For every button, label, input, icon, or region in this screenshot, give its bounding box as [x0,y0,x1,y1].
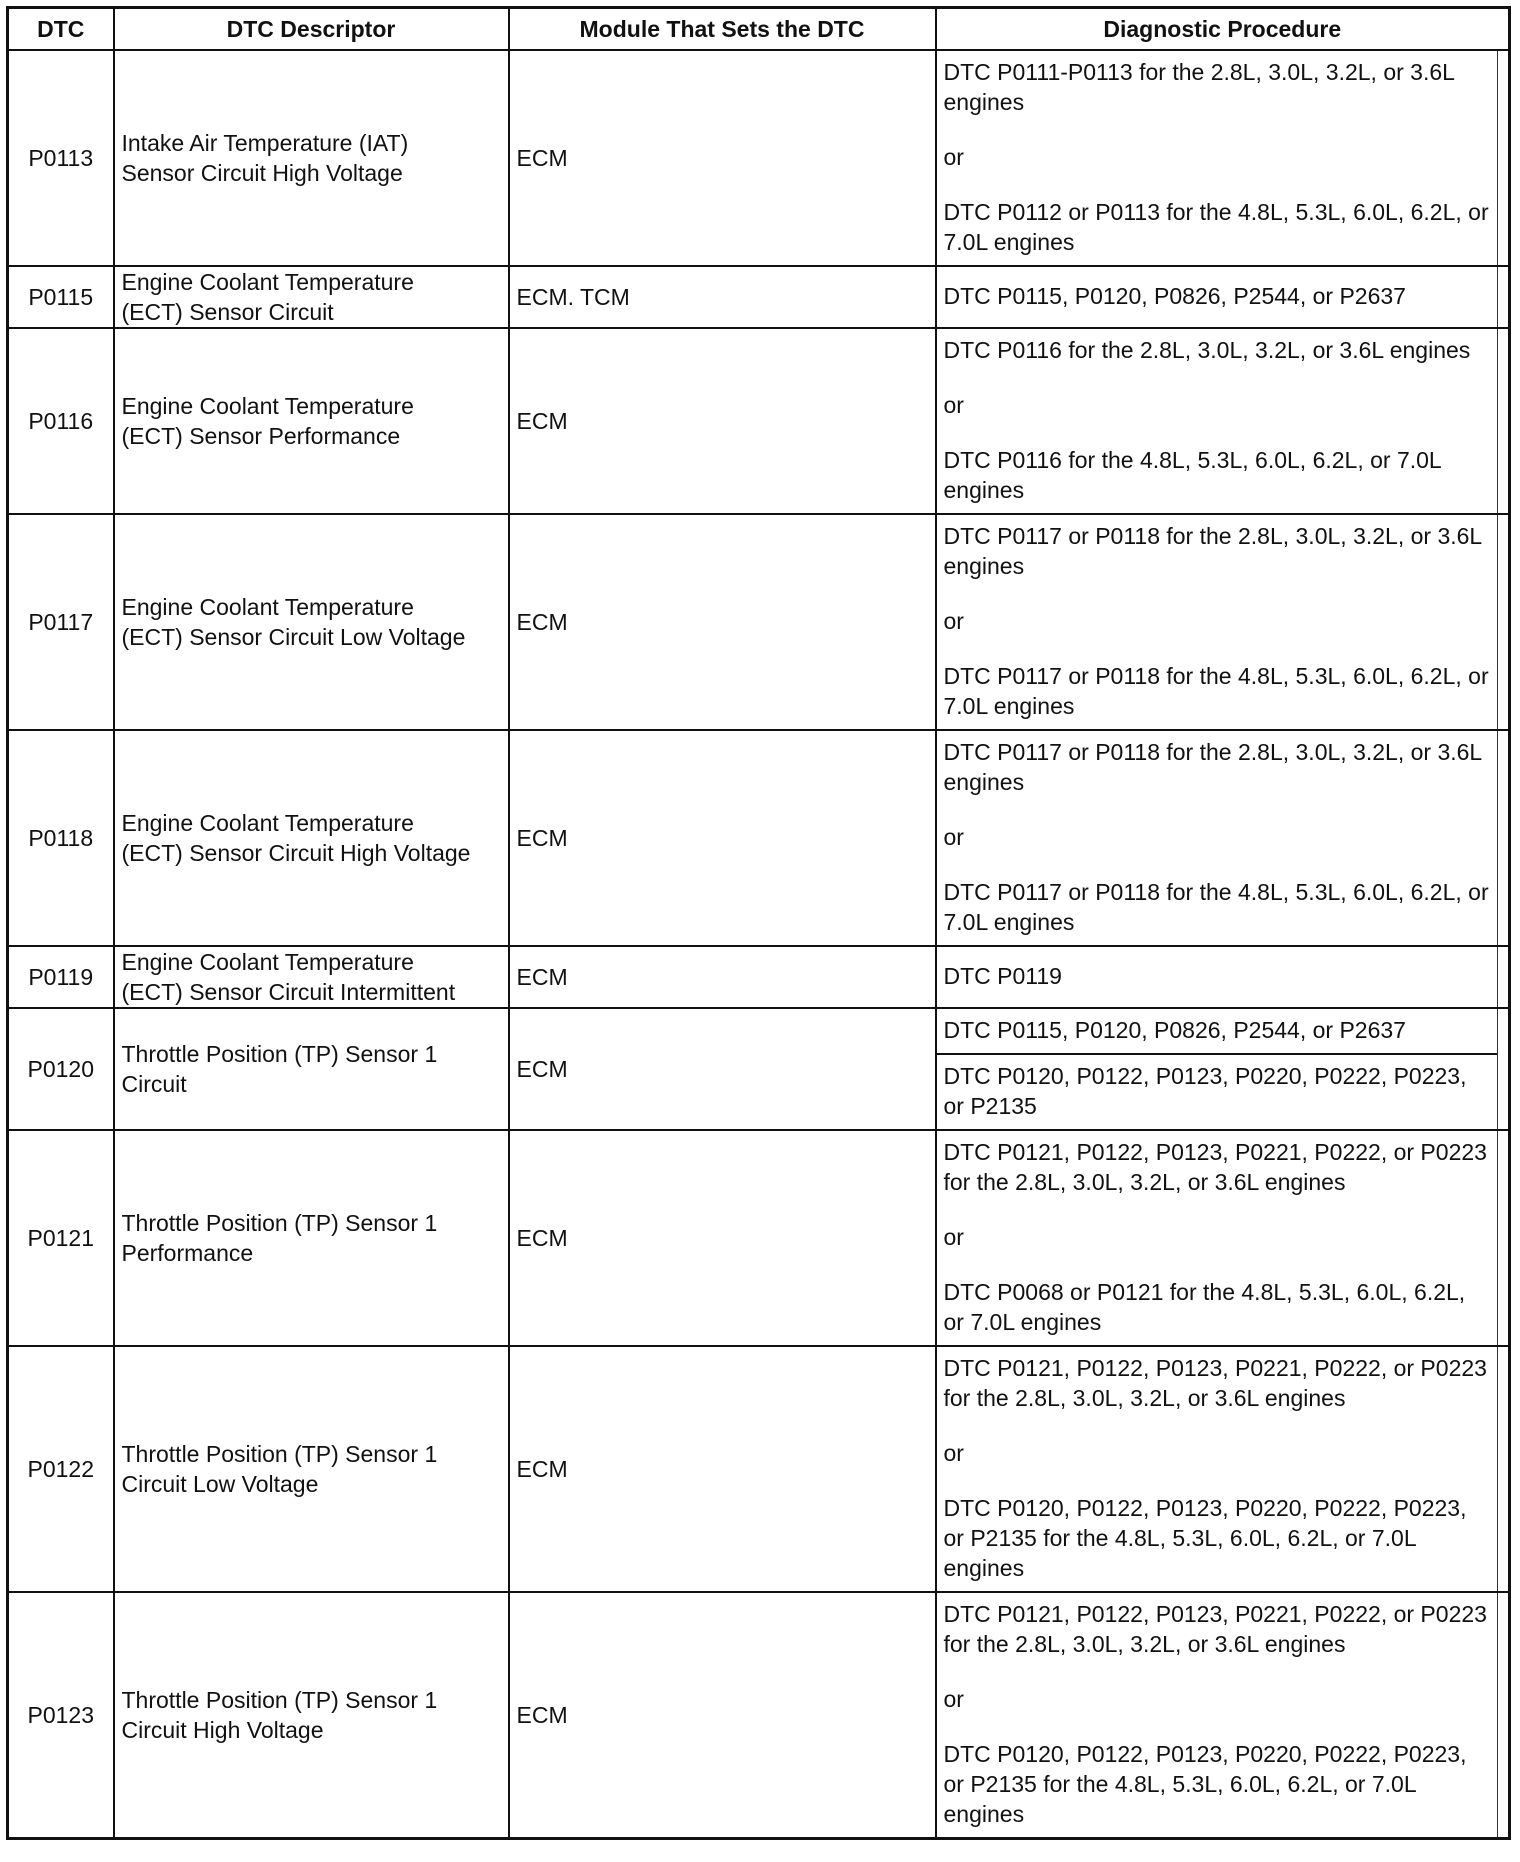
descriptor-line: Throttle Position (TP) Sensor 1 [121,1041,438,1067]
descriptor-line: (ECT) Sensor Circuit Intermittent [121,979,456,1005]
procedure-line: DTC P0116 for the 2.8L, 3.0L, 3.2L, or 3.6L engines [943,337,1471,363]
dtc-code: P0119 [8,946,114,1008]
procedure-line: DTC P0120, P0122, P0123, P0220, P0222, P0223, or P2135 for the 4.8L, 5.3L, 6.0L, 6.2L, or 7.0L engines [943,1741,1467,1827]
module-name: ECM [509,514,936,730]
table-row [8,50,1510,266]
table-row [8,328,1510,514]
procedure-line: or [943,824,964,850]
table-row [8,1592,1510,1839]
diagnostic-procedure [936,1346,1498,1592]
module-name: ECM [509,1130,936,1346]
module-name: ECM [509,50,936,266]
module-name: ECM [509,1592,936,1839]
descriptor-line: Engine Coolant Temperature [121,594,414,620]
margin-cell [1498,328,1510,514]
descriptor-line: Engine Coolant Temperature [121,810,414,836]
descriptor-line: Engine Coolant Temperature [121,393,414,419]
dtc-document [6,6,1508,1840]
diagnostic-procedure [936,730,1498,946]
diagnostic-procedure [936,266,1498,328]
procedure-line: DTC P0115, P0120, P0826, P2544, or P2637 [943,283,1406,309]
dtc-table [6,6,1511,1840]
descriptor-line: (ECT) Sensor Performance [121,423,401,449]
descriptor-line: Engine Coolant Temperature [121,949,414,975]
dtc-code: P0122 [8,1346,114,1592]
procedure-line: DTC P0117 or P0118 for the 4.8L, 5.3L, 6.0L, 6.2L, or 7.0L engines [943,663,1489,719]
dtc-code: P0123 [8,1592,114,1839]
dtc-code: P0113 [8,50,114,266]
procedure-subcell: DTC P0120, P0122, P0123, P0220, P0222, P0223, or P2135 [937,1053,1498,1129]
margin-cell [1498,1346,1510,1592]
dtc-code: P0118 [8,730,114,946]
dtc-descriptor [114,1130,509,1346]
table-row [8,946,1510,1008]
dtc-descriptor [114,946,509,1008]
descriptor-line: Sensor Circuit High Voltage [121,160,403,186]
diagnostic-procedure [936,946,1498,1008]
dtc-descriptor [114,1346,509,1592]
module-name: ECM [509,946,936,1008]
table-row [8,1008,1510,1130]
table-row [8,730,1510,946]
procedure-line: DTC P0121, P0122, P0123, P0221, P0222, or P0223 for the 2.8L, 3.0L, 3.2L, or 3.6L engines [943,1601,1487,1657]
procedure-line: or [943,1224,964,1250]
margin-cell [1498,1592,1510,1839]
margin-cell [1498,514,1510,730]
dtc-descriptor [114,266,509,328]
dtc-descriptor [114,328,509,514]
header-descriptor: DTC Descriptor [114,8,509,51]
table-row [8,514,1510,730]
descriptor-line: Performance [121,1240,254,1266]
dtc-code: P0117 [8,514,114,730]
dtc-descriptor [114,1592,509,1839]
diagnostic-procedure [936,50,1498,266]
descriptor-line: Engine Coolant Temperature [121,269,414,295]
descriptor-line: Throttle Position (TP) Sensor 1 [121,1687,438,1713]
procedure-subcell: DTC P0115, P0120, P0826, P2544, or P2637 [943,1017,1406,1043]
descriptor-line: Circuit High Voltage [121,1717,324,1743]
module-name: ECM [509,1346,936,1592]
diagnostic-procedure [936,1592,1498,1839]
header-module: Module That Sets the DTC [509,8,936,51]
module-name: ECM. TCM [509,266,936,328]
table-header [8,8,1510,51]
procedure-line: DTC P0117 or P0118 for the 4.8L, 5.3L, 6.0L, 6.2L, or 7.0L engines [943,879,1489,935]
procedure-line: or [943,392,964,418]
descriptor-line: (ECT) Sensor Circuit High Voltage [121,840,471,866]
margin-cell [1498,50,1510,266]
procedure-line: or [943,1440,964,1466]
module-name: ECM [509,328,936,514]
dtc-code: P0121 [8,1130,114,1346]
diagnostic-procedure [936,514,1498,730]
table-row [8,1346,1510,1592]
procedure-line: or [943,144,964,170]
descriptor-line: Circuit [121,1071,187,1097]
procedure-line: DTC P0121, P0122, P0123, P0221, P0222, or P0223 for the 2.8L, 3.0L, 3.2L, or 3.6L engines [943,1355,1487,1411]
header-dtc: DTC [8,8,114,51]
procedure-line: or [943,608,964,634]
module-name: ECM [509,730,936,946]
descriptor-line: Circuit Low Voltage [121,1471,319,1497]
descriptor-line: Throttle Position (TP) Sensor 1 [121,1441,438,1467]
margin-cell [1498,266,1510,328]
procedure-line: DTC P0117 or P0118 for the 2.8L, 3.0L, 3.2L, or 3.6L engines [943,739,1482,795]
procedure-line: or [943,1686,964,1712]
procedure-line: DTC P0119 [943,963,1062,989]
procedure-line: DTC P0112 or P0113 for the 4.8L, 5.3L, 6.0L, 6.2L, or 7.0L engines [943,199,1489,255]
diagnostic-procedure [936,328,1498,514]
dtc-descriptor [114,50,509,266]
diagnostic-procedure [936,1008,1498,1130]
dtc-code: P0116 [8,328,114,514]
dtc-descriptor [114,730,509,946]
dtc-code: P0120 [8,1008,114,1130]
table-row [8,266,1510,328]
procedure-line: DTC P0111-P0113 for the 2.8L, 3.0L, 3.2L, or 3.6L engines [943,59,1455,115]
procedure-line: DTC P0068 or P0121 for the 4.8L, 5.3L, 6.0L, 6.2L, or 7.0L engines [943,1279,1466,1335]
procedure-line: DTC P0117 or P0118 for the 2.8L, 3.0L, 3.2L, or 3.6L engines [943,523,1482,579]
diagnostic-procedure [936,1130,1498,1346]
dtc-code: P0115 [8,266,114,328]
module-name: ECM [509,1008,936,1130]
dtc-descriptor [114,514,509,730]
header-procedure: Diagnostic Procedure [936,8,1510,51]
procedure-line: DTC P0116 for the 4.8L, 5.3L, 6.0L, 6.2L, or 7.0L engines [943,447,1441,503]
margin-cell [1498,1130,1510,1346]
descriptor-line: Intake Air Temperature (IAT) [121,130,409,156]
descriptor-line: Throttle Position (TP) Sensor 1 [121,1210,438,1236]
margin-cell [1498,1008,1510,1130]
descriptor-line: (ECT) Sensor Circuit [121,299,334,325]
table-row [8,1130,1510,1346]
margin-cell [1498,730,1510,946]
header-row [8,8,1510,51]
dtc-descriptor [114,1008,509,1130]
descriptor-line: (ECT) Sensor Circuit Low Voltage [121,624,466,650]
procedure-line: DTC P0121, P0122, P0123, P0221, P0222, or P0223 for the 2.8L, 3.0L, 3.2L, or 3.6L engines [943,1139,1487,1195]
procedure-line: DTC P0120, P0122, P0123, P0220, P0222, P0223, or P2135 for the 4.8L, 5.3L, 6.0L, 6.2L, or 7.0L engines [943,1495,1467,1581]
table-body [8,50,1510,1839]
margin-cell [1498,946,1510,1008]
